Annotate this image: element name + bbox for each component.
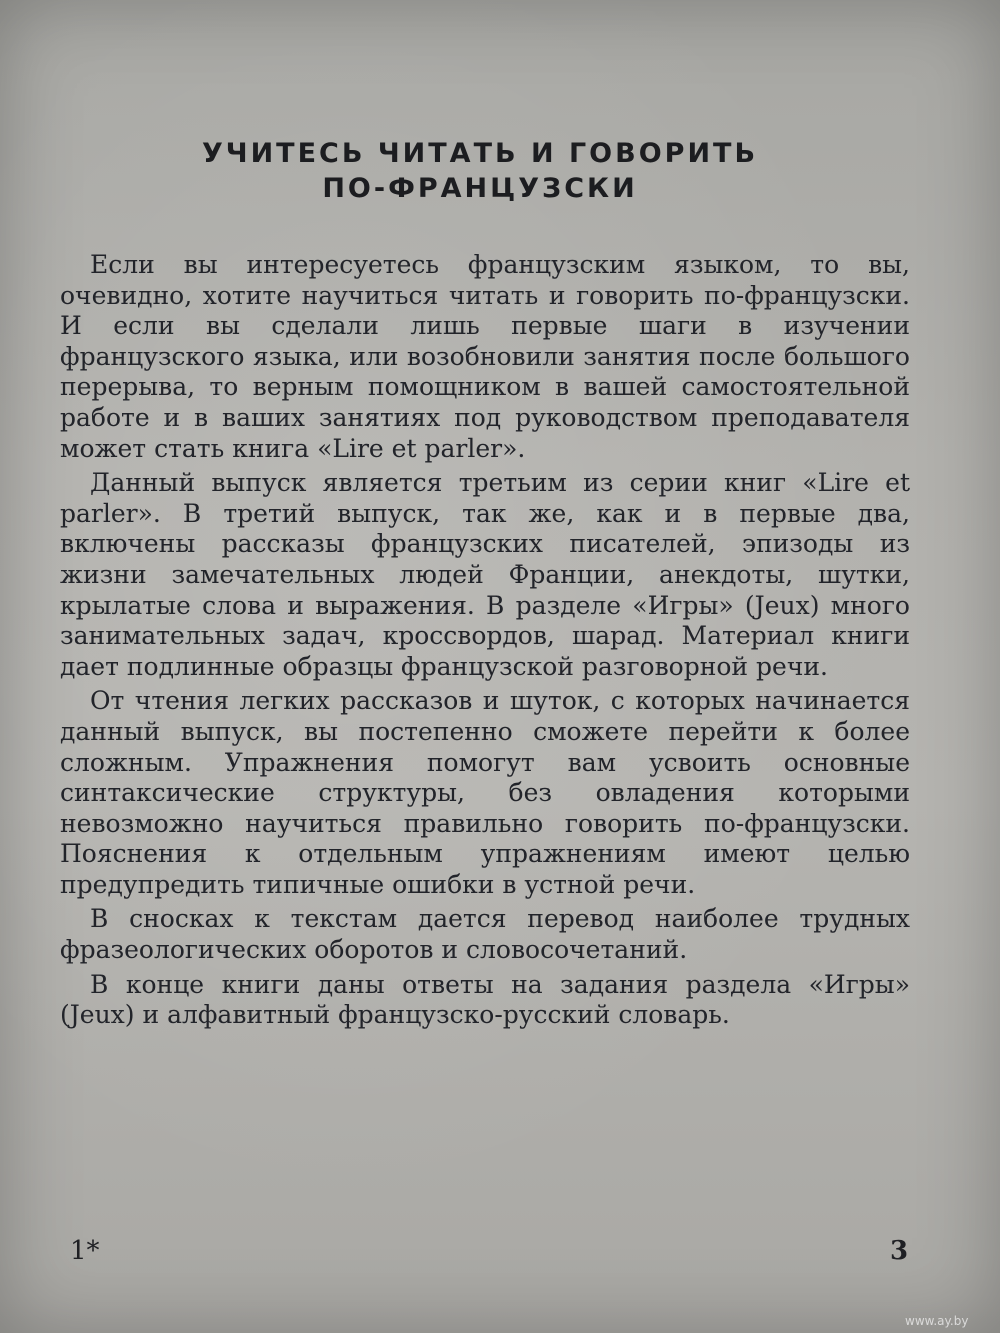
page-title-line-1: УЧИТЕСЬ ЧИТАТЬ И ГОВОРИТЬ — [201, 138, 759, 169]
page-number: 3 — [890, 1236, 909, 1266]
paragraph-1: Если вы интересуетесь французским языком, то вы, очевидно, хотите научиться читать и говорить по-французски. И если вы сделали лишь первые шаги в изучении французского языка, или возобновили занятия после большого перерыва, то верным помощником в вашей самостоятельной работе и в ваших занятиях под руководством преподавателя может стать книга «Lire et parler». — [60, 250, 910, 463]
paragraph-2: Данный выпуск является третьим из серии книг «Lire et parler». В третий выпуск, так же, как и в первые два, включены рассказы французских писателей, эпизоды из жизни замечательных людей Франции, анекдоты, шутки, крылатые слова и выражения. В разделе «Игры» (Jeux) много занимательных задач, кроссвордов, шарад. Материал книги дает подлинные образцы французской разговорной речи. — [60, 468, 910, 681]
body-text — [60, 250, 910, 1031]
page-title-line-2: ПО-ФРАНЦУЗСКИ — [322, 173, 638, 204]
watermark: www.ay.by — [905, 1314, 969, 1328]
paragraph-5: В конце книги даны ответы на задания раздела «Игры» (Jeux) и алфавитный французско-русский словарь. — [60, 969, 910, 1030]
signature-mark: 1* — [70, 1236, 100, 1266]
paragraph-4: В сносках к текстам дается перевод наиболее трудных фразеологических оборотов и словосочетаний. — [60, 904, 910, 965]
paragraph-3: От чтения легких рассказов и шуток, с которых начинается данный выпуск, вы постепенно сможете перейти к более сложным. Упражнения помогут вам усвоить основные синтаксические структуры, без овладения которыми невозможно научиться правильно говорить по-французски. Пояснения к отдельным упражнениям имеют целью предупредить типичные ошибки в устной речи. — [60, 686, 910, 899]
